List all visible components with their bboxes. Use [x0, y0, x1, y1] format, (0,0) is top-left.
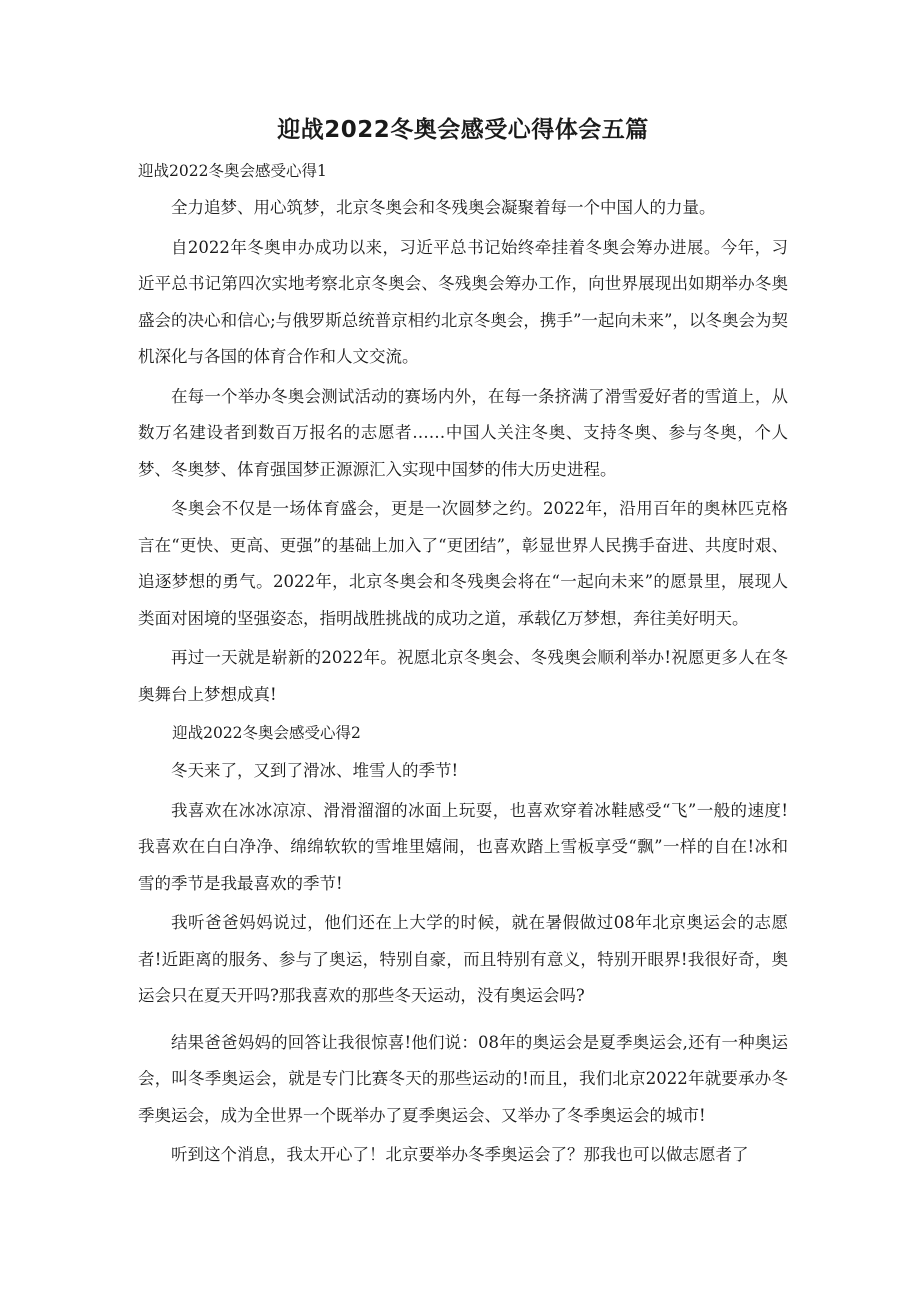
paragraph: 冬奥会不仅是一场体育盛会，更是一次圆梦之约。2022年，沿用百年的奥林匹克格言在“更快、更高、更强”的基础上加入了“更团结”，彰显世界人民携手奋进、共度时艰、追逐梦想的勇气。2022年，北京冬奥会和冬残奥会将在“一起向未来”的愿景里，展现人类面对困境的坚强姿态，指明战胜挑战的成功之道，承载亿万梦想，奔往美好明天。 [138, 499, 788, 628]
paragraph: 冬天来了，又到了滑冰、堆雪人的季节! [171, 761, 459, 780]
paragraph: 在每一个举办冬奥会测试活动的赛场内外，在每一条挤满了滑雪爱好者的雪道上，从数万名建设者到数百万报名的志愿者……中国人关注冬奥、支持冬奥、参与冬奥，个人梦、冬奥梦、体育强国梦正源源汇入实现中国梦的伟大历史进程。 [138, 386, 788, 479]
section-heading-2: 迎战2022冬奥会感受心得2 [172, 724, 361, 742]
section-heading-1: 迎战2022冬奥会感受心得1 [138, 162, 327, 180]
paragraph: 听到这个消息，我太开心了！北京要举办冬季奥运会了？那我也可以做志愿者了 [171, 1145, 749, 1164]
paragraph: 我喜欢在冰冰凉凉、滑滑溜溜的冰面上玩耍，也喜欢穿着冰鞋感受“飞”一般的速度!我喜欢在白白净净、绵绵软软的雪堆里嬉闹，也喜欢踏上雪板享受“飘”一样的自在!冰和雪的季节是我最喜欢的季节! [138, 800, 788, 893]
paragraph: 全力追梦、用心筑梦，北京冬奥会和冬残奥会凝聚着每一个中国人的力量。 [171, 198, 716, 217]
paragraph: 再过一天就是崭新的2022年。祝愿北京冬奥会、冬残奥会顺利举办!祝愿更多人在冬奥舞台上梦想成真! [138, 648, 788, 704]
document-title: 迎战2022冬奥会感受心得体会五篇 [277, 117, 649, 143]
paragraph: 我听爸爸妈妈说过，他们还在上大学的时候，就在暑假做过08年北京奥运会的志愿者!近距离的服务、参与了奥运，特别自豪，而且特别有意义，特别开眼界!我很好奇，奥运会只在夏天开吗?那我喜欢的那些冬天运动，没有奥运会吗? [138, 913, 788, 1005]
paragraph: 结果爸爸妈妈的回答让我很惊喜!他们说：08年的奥运会是夏季奥运会,还有一种奥运会，叫冬季奥运会，就是专门比赛冬天的那些运动的!而且，我们北京2022年就要承办冬季奥运会，成为全世界一个既举办了夏季奥运会、又举办了冬季奥运会的城市! [138, 1032, 788, 1125]
document-page [138, 112, 788, 1177]
paragraph: 自2022年冬奥申办成功以来，习近平总书记始终牵挂着冬奥会筹办进展。今年，习近平总书记第四次实地考察北京冬奥会、冬残奥会筹办工作，向世界展现出如期举办冬奥盛会的决心和信心;与俄罗斯总统普京相约北京冬奥会，携手”一起向未来”，以冬奥会为契机深化与各国的体育合作和人文交流。 [138, 237, 788, 366]
